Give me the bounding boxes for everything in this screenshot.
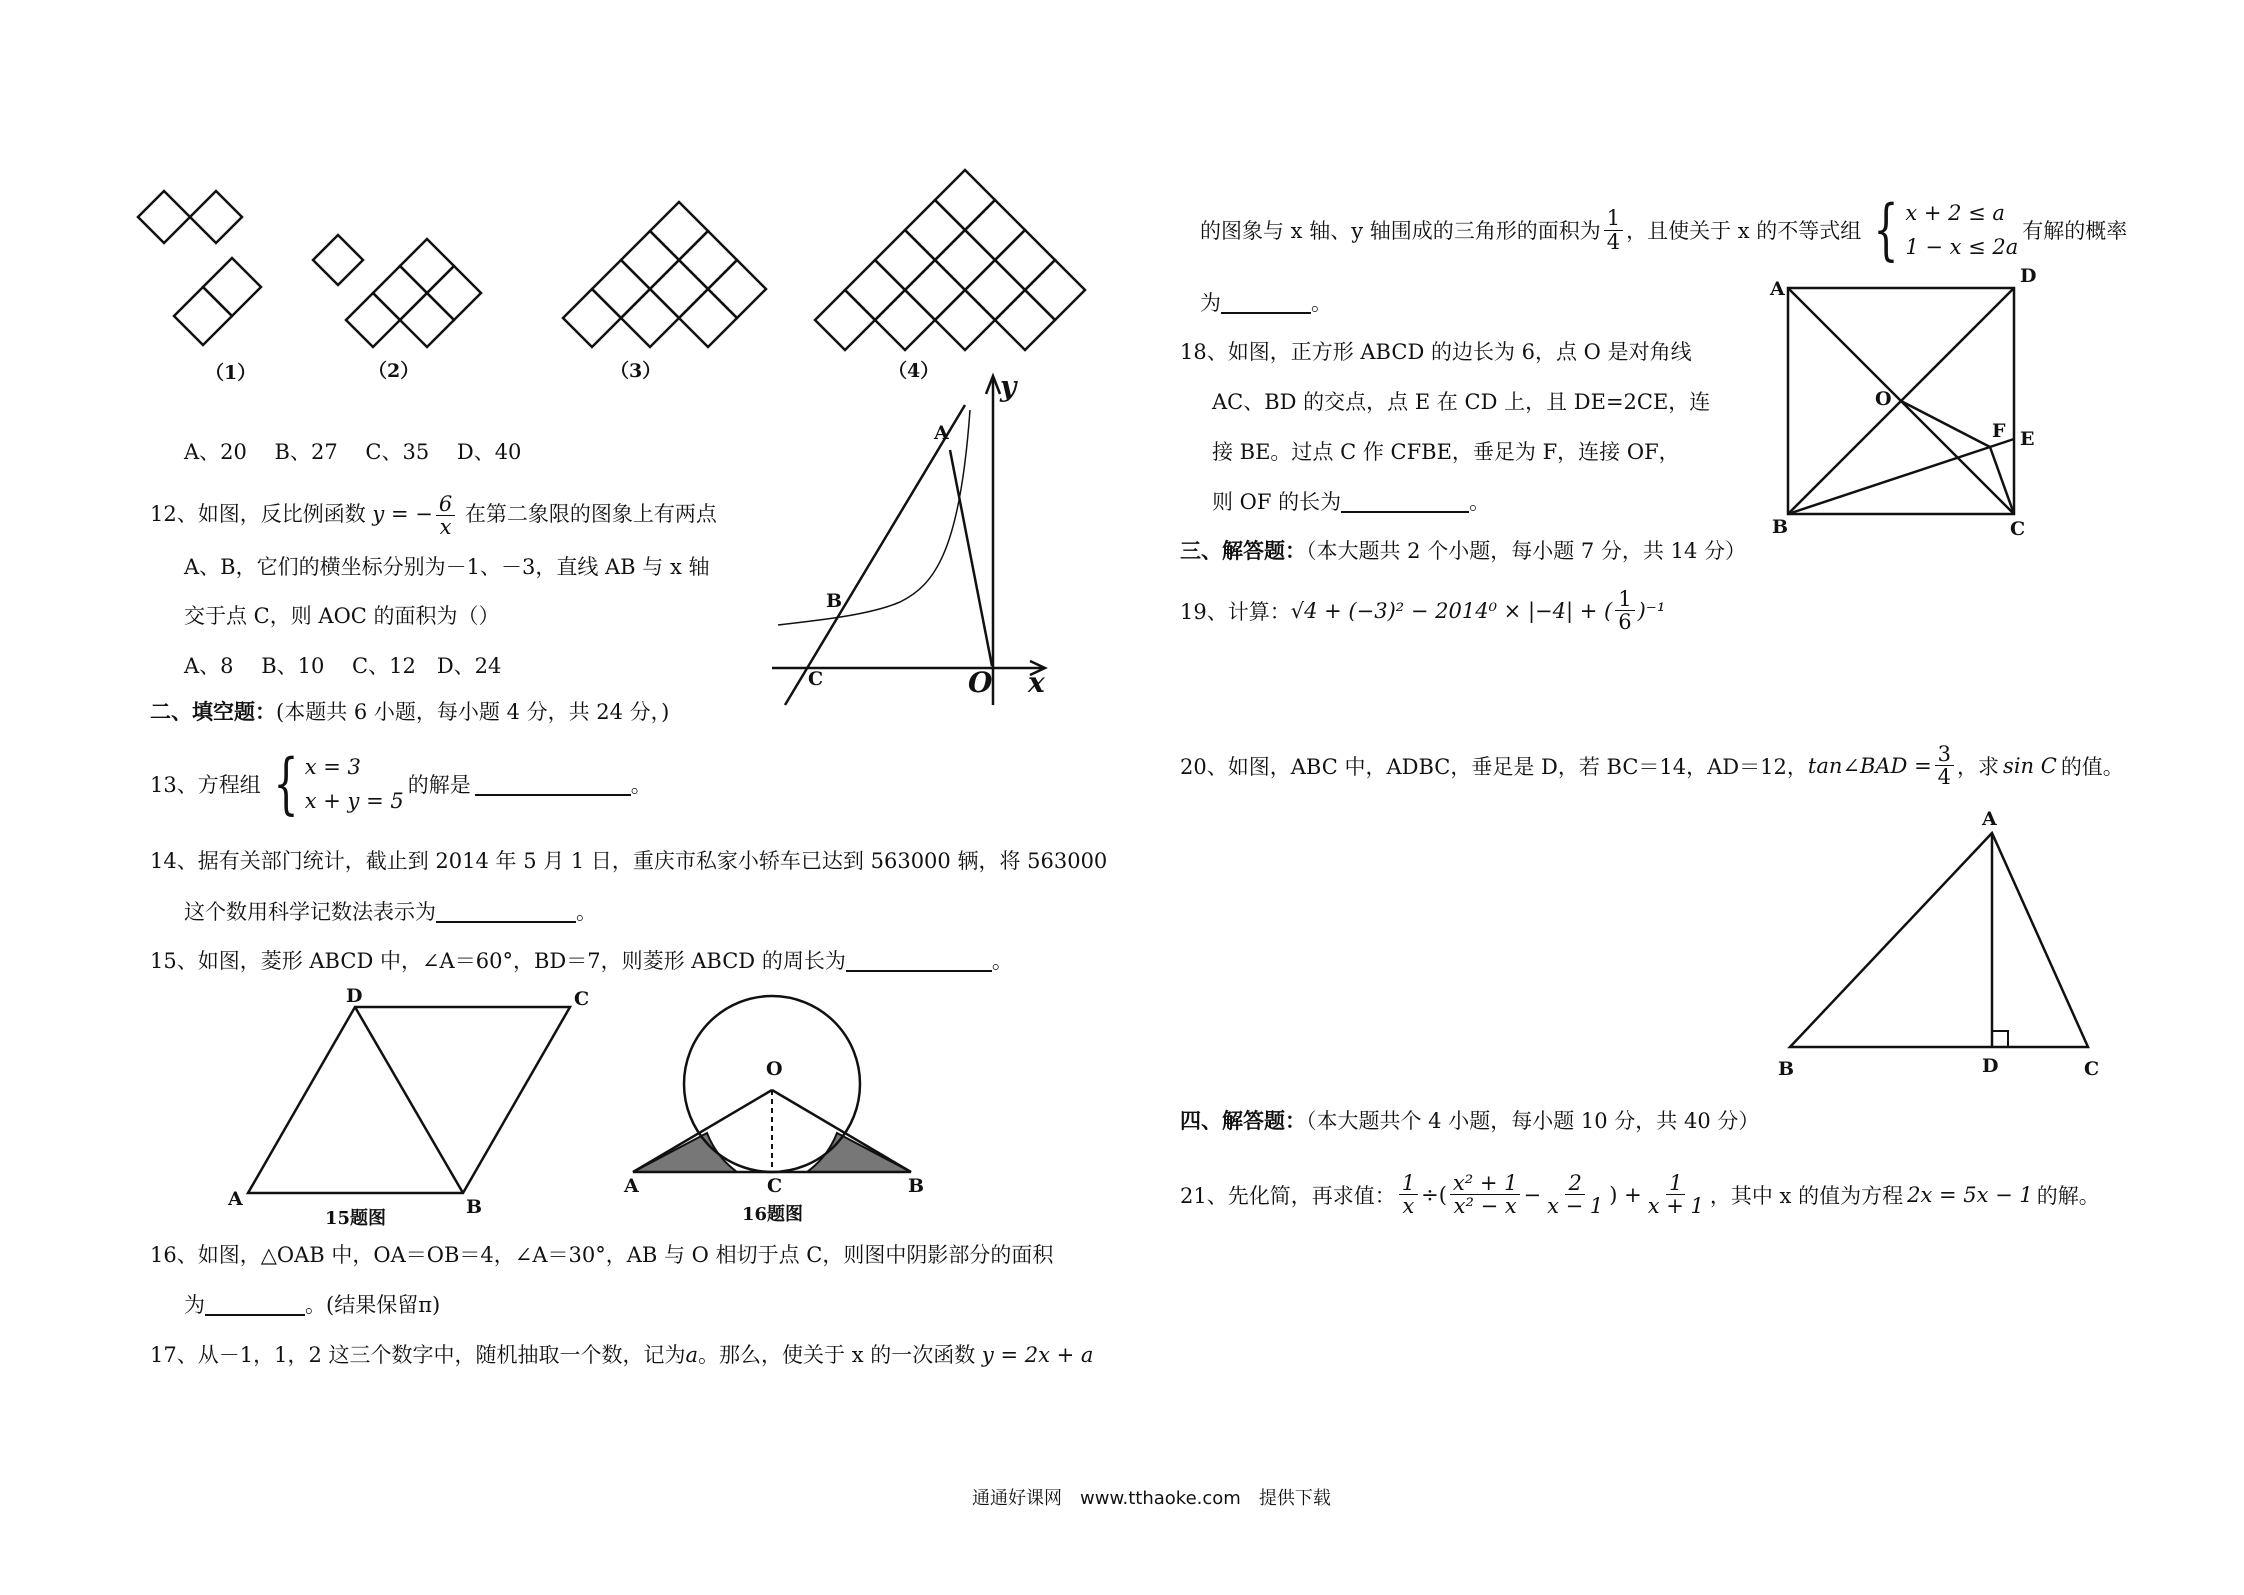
- fig16-caption: 16题图: [742, 1204, 804, 1225]
- q18-line3: 接 BE。过点 C 作 CFBE，垂足为 F，连接 OF，: [1212, 440, 1680, 464]
- q17-line1: 17、从－1，1，2 这三个数字中，随机抽取一个数，记为a。那么，使关于 x 的一次函数 y = 2x + a: [150, 1343, 1094, 1367]
- pattern-square: [650, 202, 708, 260]
- q18-label-C: C: [2010, 518, 2026, 540]
- q20-label-A: A: [1982, 808, 1997, 830]
- pattern-square: [845, 260, 905, 320]
- pattern-label-4: （4）: [888, 360, 940, 382]
- q12-graph-figure: [760, 370, 1060, 710]
- q18-line1: 18、如图，正方形 ABCD 的边长为 6，点 O 是对角线: [1180, 340, 1692, 364]
- section-3-heading: 三、解答题：（本大题共 2 个小题，每小题 7 分，共 14 分）: [1180, 538, 1746, 563]
- q20-triangle-figure: [1780, 825, 2100, 1055]
- pattern-square: [1025, 260, 1085, 320]
- pattern-square: [708, 260, 766, 318]
- pattern-label-3: （3）: [610, 360, 662, 382]
- q20-label-B: B: [1778, 1058, 1795, 1080]
- fig15-label-C: C: [574, 988, 590, 1010]
- fig15-label-B: B: [466, 1196, 483, 1218]
- fig16-label-B: B: [908, 1175, 925, 1197]
- q18-label-D: D: [2020, 265, 2037, 287]
- fig16-label-O: O: [766, 1058, 783, 1080]
- section-4-heading: 四、解答题：（本大题共个 4 小题，每小题 10 分，共 40 分）: [1180, 1108, 1760, 1133]
- pattern-square: [875, 290, 935, 350]
- q18-label-E: E: [2020, 428, 2035, 450]
- pattern-square: [875, 230, 935, 290]
- pattern-square: [679, 231, 737, 289]
- q12-line2: A、B，它们的横坐标分别为－1、－3，直线 AB 与 x 轴: [184, 555, 710, 579]
- q18-label-B: B: [1772, 516, 1789, 538]
- fig16-label-A: A: [624, 1175, 639, 1197]
- pattern-square: [427, 266, 481, 320]
- pattern-square: [965, 260, 1025, 320]
- q12-label-y: y: [1000, 370, 1017, 403]
- pattern-square: [965, 200, 1025, 260]
- q18-line2: AC、BD 的交点，点 E 在 CD 上，且 DE=2CE，连: [1212, 390, 1711, 414]
- q17-answer-blank[interactable]: [1221, 290, 1311, 314]
- q19: 19、计算： √4 + (−3)² − 2014⁰ × |−4| + ( $\frac{1}{6}$ )⁻¹: [1180, 587, 1666, 635]
- q18-label-F: F: [1992, 420, 2006, 442]
- q16-line1: 16、如图，△OAB 中，OA＝OB＝4，∠A＝30°，AB 与 O 相切于点 C，则图中阴影部分的面积: [150, 1243, 1054, 1267]
- pattern-square: [203, 258, 261, 316]
- q12-label-x: x: [1028, 666, 1045, 699]
- pattern-square: [563, 289, 621, 347]
- fig15-rhombus: [240, 995, 590, 1205]
- q18-square-figure: [1780, 280, 2020, 520]
- q14-line2: 这个数用科学记数法表示为 。: [184, 900, 597, 924]
- pattern-square: [905, 260, 965, 320]
- q18-line4: 则 OF 的长为 。: [1212, 490, 1491, 514]
- pattern-square: [650, 260, 708, 318]
- pattern-square: [995, 230, 1055, 290]
- fig15-label-D: D: [346, 985, 363, 1007]
- q12-line3: 交于点 C，则 AOC 的面积为（）: [184, 604, 500, 628]
- page-footer: 通通好课网 www.tthaoke.com 提供下载: [972, 1488, 1331, 1509]
- fig16-circle-triangle: [625, 990, 925, 1200]
- q16-line2: 为 。(结果保留π): [184, 1293, 441, 1317]
- q12-label-B: B: [826, 590, 843, 612]
- q11-options: A、20 B、27 C、35 D、40: [184, 440, 522, 464]
- q12-label-O: O: [968, 666, 993, 699]
- q17-line3: 为 。: [1200, 291, 1332, 315]
- pattern-square: [174, 287, 232, 345]
- q21: 21、先化简，再求值： $\frac{1}{x}$ ÷( $\frac{\text{x² + 1}}{\text{x² − x}}$ − $\frac{2}{x - 1}$ ) + $\frac{1}{x + 1}$ ，其中 x 的值为方程 2x = 5x − 1 的解。: [1180, 1171, 2100, 1219]
- pattern-square: [935, 230, 995, 290]
- q18-answer-blank[interactable]: [1341, 489, 1469, 513]
- q12-options: A、8 B、10 C、12 D、24: [184, 654, 502, 678]
- pattern-square: [621, 289, 679, 347]
- pattern-square: [905, 200, 965, 260]
- fig16-label-C: C: [767, 1175, 783, 1197]
- pattern-square: [621, 231, 679, 289]
- pattern-square: [679, 289, 737, 347]
- pattern-square: [935, 290, 995, 350]
- q18-label-A: A: [1770, 278, 1785, 300]
- q12-line1: 12、如图，反比例函数 y = − $\frac{6}{x}$ 在第二象限的图象上有两点: [150, 492, 717, 540]
- q17-line2: 的图象与 x 轴、y 轴围成的三角形的面积为 $\frac{1}{4}$ ，且使关于 x 的不等式组 { x + 2 ≤ a 1 − x ≤ 2a 有解的概率: [1200, 191, 2128, 268]
- pattern-square: [346, 293, 400, 347]
- q20-label-C: C: [2084, 1058, 2100, 1080]
- q20: 20、如图，ABC 中，ADBC，垂足是 D，若 BC＝14，AD＝12， tan∠BAD = $\frac{3}{4}$ ，求 sin C 的值。: [1180, 742, 2124, 790]
- q13-answer-blank[interactable]: [475, 772, 631, 796]
- q14-answer-blank[interactable]: [436, 899, 576, 923]
- pattern-square: [935, 170, 995, 230]
- pattern-square: [373, 266, 427, 320]
- q12-label-A: A: [934, 422, 949, 444]
- q20-label-D: D: [1982, 1055, 1999, 1077]
- section-2-heading: 二、填空题：(本题共 6 小题，每小题 4 分，共 24 分，): [150, 699, 670, 724]
- pattern-square: [815, 290, 875, 350]
- pattern-label-2: （2）: [368, 360, 420, 382]
- q12-label-C: C: [808, 668, 824, 690]
- fig15-label-A: A: [228, 1188, 243, 1210]
- q15-answer-blank[interactable]: [846, 948, 992, 972]
- q13: 13、方程组 { x = 3 x + y = 5 的解是 。: [150, 745, 652, 822]
- pattern-label-1: （1）: [205, 362, 257, 384]
- q15: 15、如图，菱形 ABCD 中，∠A＝60°，BD＝7，则菱形 ABCD 的周长为 。: [150, 949, 1013, 973]
- pattern-square: [400, 293, 454, 347]
- pattern-square: [400, 239, 454, 293]
- fig15-caption: 15题图: [325, 1208, 387, 1229]
- pattern-shapes: [0, 0, 1100, 360]
- pattern-square: [995, 290, 1055, 350]
- q14-line1: 14、据有关部门统计，截止到 2014 年 5 月 1 日，重庆市私家小轿车已达到 563000 辆，将 563000: [150, 849, 1108, 873]
- q18-label-O: O: [1875, 388, 1892, 410]
- pattern-square: [592, 260, 650, 318]
- q16-answer-blank[interactable]: [205, 1292, 305, 1316]
